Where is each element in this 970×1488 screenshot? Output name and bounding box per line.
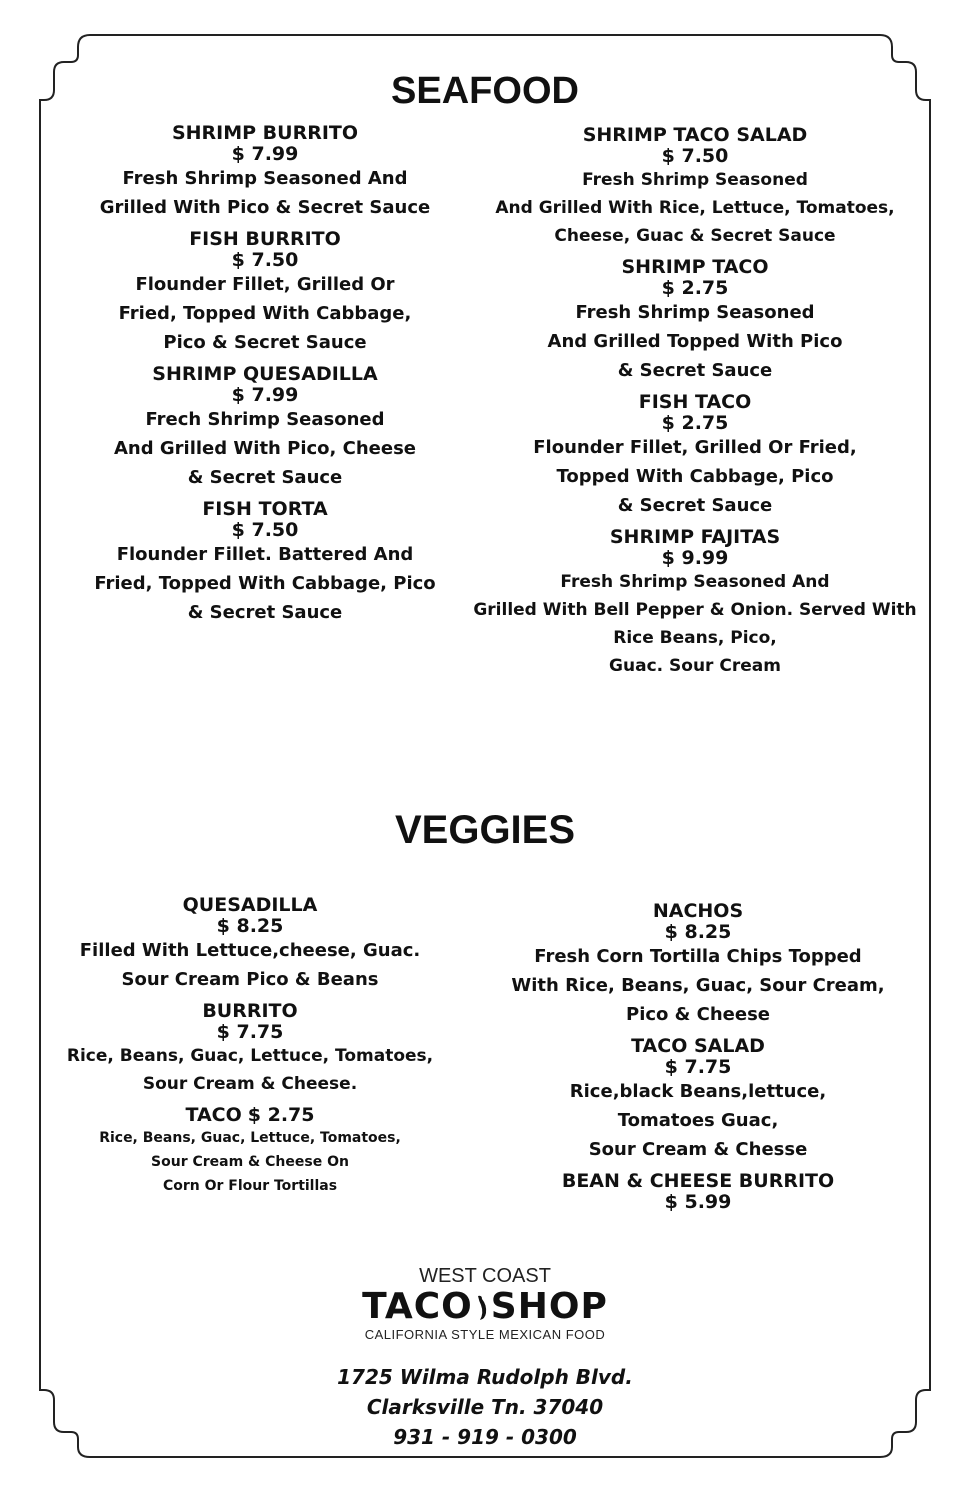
item-name: FISH TORTA (202, 498, 328, 520)
menu-item-shrimp-taco (470, 256, 920, 385)
item-desc-line: Corn Or Flour Tortillas (162, 1178, 338, 1194)
item-name: FISH TACO (638, 391, 752, 413)
item-price: $ 7.50 (231, 519, 299, 541)
logo-word-taco: TACO (362, 1286, 473, 1327)
item-name: SHRIMP FAJITAS (609, 526, 781, 548)
item-name-with-price (50, 1104, 450, 1126)
item-price: $ 8.25 (216, 915, 284, 937)
item-desc-line: Flounder Fillet, Grilled Or (135, 274, 395, 295)
item-desc-line: Filled With Lettuce,cheese, Guac. (79, 940, 421, 961)
veggies-right-column (478, 900, 918, 1218)
item-desc-line: With Rice, Beans, Guac, Sour Cream, (511, 975, 885, 996)
logo-top-text: WEST COAST (419, 1265, 551, 1287)
item-name: SHRIMP QUESADILLA (152, 363, 378, 385)
logo-tagline: CALIFORNIA STYLE MEXICAN FOOD (364, 1327, 606, 1342)
item-price: $ 2.75 (247, 1104, 315, 1126)
seafood-heading: SEAFOOD (391, 70, 579, 112)
veggies-left-column (50, 894, 450, 1204)
item-name: FISH BURRITO (189, 228, 341, 250)
item-price: $ 2.75 (661, 412, 729, 434)
item-desc-line: Pico & Secret Sauce (163, 332, 367, 353)
item-name: BEAN & CHEESE BURRITO (561, 1170, 835, 1192)
item-desc-line: And Grilled Topped With Pico (547, 331, 843, 352)
item-desc-line: Sour Cream & Cheese On (151, 1154, 349, 1170)
item-desc-line: Fried, Topped With Cabbage, Pico (94, 573, 436, 594)
menu-item-shrimp-quesadilla (60, 363, 470, 492)
item-desc-line: And Grilled With Rice, Lettuce, Tomatoes, (495, 198, 895, 218)
item-desc-line: Fresh Shrimp Seasoned (582, 170, 808, 190)
item-name: BURRITO (202, 1000, 298, 1022)
item-desc-line: Frech Shrimp Seasoned (145, 409, 385, 430)
item-desc-line: Grilled With Pico & Secret Sauce (99, 197, 431, 218)
menu-item-quesadilla (50, 894, 450, 994)
address-city: Clarksville Tn. 37040 (366, 1395, 604, 1419)
item-price: $ 7.50 (231, 249, 299, 271)
menu-item-nachos (478, 900, 918, 1029)
menu-item-shrimp-taco-salad (470, 124, 920, 250)
address-street: 1725 Wilma Rudolph Blvd. (337, 1365, 633, 1389)
item-desc-line: Rice,black Beans,lettuce, (569, 1081, 827, 1102)
item-desc-line: Tomatoes Guac, (617, 1110, 779, 1131)
item-desc-line: Rice, Beans, Guac, Lettuce, Tomatoes, (66, 1046, 434, 1066)
item-desc-line: & Secret Sauce (187, 467, 343, 488)
item-price: $ 9.99 (661, 547, 729, 569)
item-desc-line: Guac. Sour Cream (609, 656, 781, 676)
item-name: TACO (185, 1104, 242, 1126)
item-desc-line: Grilled With Bell Pepper & Onion. Served With (473, 600, 917, 620)
item-desc-line: Rice, Beans, Guac, Lettuce, Tomatoes, (99, 1130, 401, 1146)
item-price: $ 7.50 (661, 145, 729, 167)
item-price: $ 7.99 (231, 143, 299, 165)
item-desc-line: Flounder Fillet. Battered And (116, 544, 414, 565)
item-price: $ 7.75 (664, 1056, 732, 1078)
item-price: $ 7.75 (216, 1021, 284, 1043)
phone-number: 931 - 919 - 0300 (393, 1425, 577, 1449)
item-desc-line: Fresh Shrimp Seasoned And (122, 168, 408, 189)
menu-item-shrimp-burrito (60, 122, 470, 222)
item-desc-line: Fresh Corn Tortilla Chips Topped (534, 946, 862, 967)
menu-item-burrito (50, 1000, 450, 1098)
item-desc-line: & Secret Sauce (187, 602, 343, 623)
item-desc-line: Fresh Shrimp Seasoned (575, 302, 815, 323)
item-desc-line: Sour Cream & Cheese. (142, 1074, 358, 1094)
item-desc-line: Fried, Topped With Cabbage, (118, 303, 412, 324)
seafood-right-column (470, 124, 920, 686)
item-price: $ 5.99 (664, 1191, 732, 1213)
item-desc-line: & Secret Sauce (617, 495, 773, 516)
item-price: $ 2.75 (661, 277, 729, 299)
item-name: SHRIMP TACO SALAD (582, 124, 808, 146)
menu-item-bean-cheese-burrito (478, 1170, 918, 1212)
item-desc-line: Sour Cream Pico & Beans (121, 969, 379, 990)
item-name: SHRIMP TACO (621, 256, 769, 278)
restaurant-address (0, 1362, 970, 1452)
item-desc-line: Topped With Cabbage, Pico (556, 466, 834, 487)
menu-item-taco-salad (478, 1035, 918, 1164)
item-desc-line: Pico & Cheese (626, 1004, 770, 1025)
item-name: SHRIMP BURRITO (171, 122, 359, 144)
chili-pepper-icon (475, 1295, 489, 1321)
item-price: $ 7.99 (231, 384, 299, 406)
item-desc-line: Cheese, Guac & Secret Sauce (554, 226, 836, 246)
item-name: NACHOS (652, 900, 744, 922)
menu-item-fish-torta (60, 498, 470, 627)
menu-item-fish-burrito (60, 228, 470, 357)
item-name: QUESADILLA (182, 894, 318, 916)
item-desc-line: Sour Cream & Chesse (588, 1139, 808, 1160)
veggies-heading: VEGGIES (394, 808, 576, 852)
menu-item-taco (50, 1104, 450, 1198)
logo-wordmark (0, 1287, 970, 1327)
item-desc-line: & Secret Sauce (617, 360, 773, 381)
logo-word-shop: SHOP (490, 1286, 608, 1327)
menu-item-fish-taco (470, 391, 920, 520)
restaurant-logo (0, 1265, 970, 1343)
menu-item-shrimp-fajitas (470, 526, 920, 680)
item-desc-line: Rice Beans, Pico, (613, 628, 777, 648)
item-desc-line: Fresh Shrimp Seasoned And (560, 572, 830, 592)
item-desc-line: And Grilled With Pico, Cheese (114, 438, 416, 459)
item-price: $ 8.25 (664, 921, 732, 943)
item-name: TACO SALAD (631, 1035, 765, 1057)
item-desc-line: Flounder Fillet, Grilled Or Fried, (533, 437, 857, 458)
seafood-left-column (60, 122, 470, 633)
